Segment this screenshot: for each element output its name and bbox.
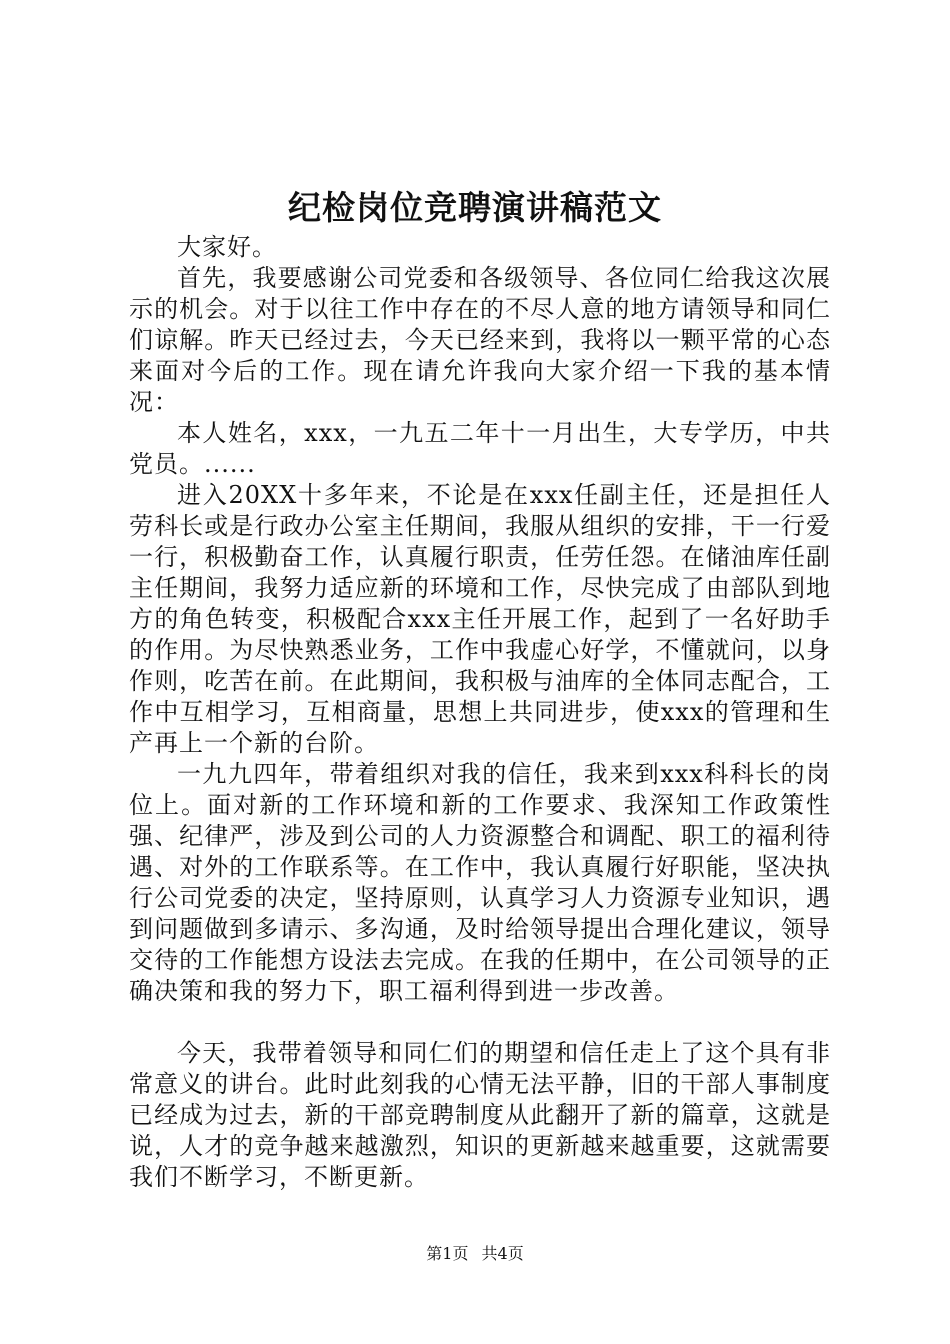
- paragraph-1994-post: 一九九四年，带着组织对我的信任，我来到xxx科科长的岗位上。面对新的工作环境和新的工作要求、我深知工作政策性强、纪律严，涉及到公司的人力资源整合和调配、职工的福利待遇、对外的工作联系等。在工作中，我认真履行好职能，坚决执行公司党委的决定，坚持原则，认真学习人力资源专业知识，遇到问题做到多请示、多沟通，及时给领导提出合理化建议，领导交待的工作能想方设法去完成。在我的任期中，在公司领导的正确决策和我的努力下，职工福利得到进一步改善。: [129, 760, 831, 1005]
- paragraph-today: 今天，我带着领导和同仁们的期望和信任走上了这个具有非常意义的讲台。此时此刻我的心情无法平静，旧的干部人事制度已经成为过去，新的干部竞聘制度从此翻开了新的篇章，这就是说，人才的竞争越来越激烈，知识的更新越来越重要，这就需要我们不断学习，不断更新。: [129, 1039, 831, 1191]
- paragraph-thanks: 首先，我要感谢公司党委和各级领导、各位同仁给我这次展示的机会。对于以往工作中存在的不尽人意的地方请领导和同仁们谅解。昨天已经过去，今天已经来到，我将以一颗平常的心态来面对今后的工作。现在请允许我向大家介绍一下我的基本情况：: [129, 264, 831, 416]
- document-body: [129, 232, 831, 1193]
- page-total: 共4页: [481, 1244, 524, 1263]
- paragraph-basic-info: 本人姓名，xxx，一九五二年十一月出生，大专学历，中共党员。......: [129, 419, 831, 478]
- paragraph-greeting: 大家好。: [177, 233, 277, 261]
- page-number: 第1页: [426, 1244, 469, 1263]
- page-footer: [0, 1243, 950, 1265]
- document-title: 纪检岗位竞聘演讲稿范文: [288, 188, 662, 227]
- paragraph-work-history: 进入20XX十多年来，不论是在xxx任副主任，还是担任人劳科长或是行政办公室主任期间，我服从组织的安排，干一行爱一行，积极勤奋工作，认真履行职责，任劳任怨。在储油库任副主任期间，我努力适应新的环境和工作，尽快完成了由部队到地方的角色转变，积极配合xxx主任开展工作，起到了一名好助手的作用。为尽快熟悉业务，工作中我虚心好学，不懂就问，以身作则，吃苦在前。在此期间，我积极与油库的全体同志配合，工作中互相学习，互相商量，思想上共同进步，使xxx的管理和生产再上一个新的台阶。: [129, 481, 831, 757]
